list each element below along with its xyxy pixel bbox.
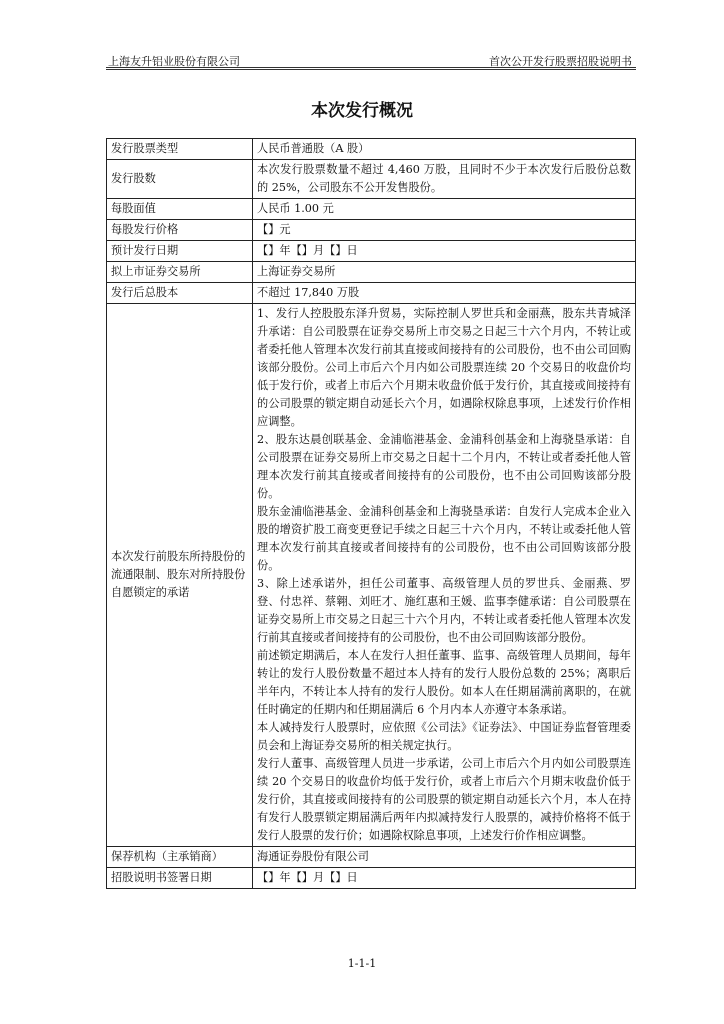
row-label: 预计发行日期	[107, 241, 253, 262]
sponsor-value: 海通证券股份有限公司	[253, 847, 636, 868]
header-rule	[106, 67, 636, 68]
table-row	[107, 160, 636, 199]
table-row	[107, 139, 636, 160]
lockup-paragraph: 3、除上述承诺外，担任公司董事、高级管理人员的罗世兵、金丽燕、罗登、付忠祥、蔡翱、刘旺才、施红惠和王媛、监事李健承诺：自公司股票在证券交易所上市交易之日起三十六个月内，不转让或者委托他人管理本次发行前其直接或者间接持有的公司股份，也不由公司回购该部分股份。	[257, 577, 631, 644]
table-row	[107, 241, 636, 262]
row-value: 上海证券交易所	[253, 262, 636, 283]
table-row	[107, 868, 636, 889]
row-label: 拟上市证券交易所	[107, 262, 253, 283]
lockup-paragraph: 前述锁定期满后，本人在发行人担任董事、监事、高级管理人员期间，每年转让的发行人股份数量不超过本人持有的发行人股份总数的 25%；离职后半年内，不转让本人持有的发行人股份。如本人在任期届满前离职的，在就任时确定的任期内和任期届满后 6 个月内本人亦遵守本条承诺。	[257, 649, 631, 716]
table-row	[107, 262, 636, 283]
row-value: 【】元	[253, 220, 636, 241]
lockup-paragraph: 1、发行人控股股东泽升贸易，实际控制人罗世兵和金丽燕，股东共青城泽升承诺：自公司股票在证券交易所上市交易之日起三十六个月内，不转让或者委托他人管理本次发行前其直接或间接持有的公司股份，也不由公司回购该部分股份。公司上市后六个月内如公司股票连续 20 个交易日的收盘价均低于发行价，或者上市后六个月期末收盘价低于发行价，其直接或间接持有的公司股票的锁定期自动延长六个月，如遇除权除息事项，上述发行价作相应调整。	[257, 307, 631, 428]
row-label: 每股面值	[107, 199, 253, 220]
row-label: 发行股票类型	[107, 139, 253, 160]
table-row-lockup	[107, 304, 636, 847]
lockup-paragraph: 股东金浦临港基金、金浦科创基金和上海骁垦承诺：自发行人完成本企业入股的增资扩股工商变更登记手续之日起三十六个月内，不转让或委托他人管理本次发行前其直接或者间接持有的公司股份，也不由公司回购该部分股份。	[257, 505, 631, 572]
row-value: 人民币普通股（A 股）	[253, 139, 636, 160]
row-label: 每股发行价格	[107, 220, 253, 241]
table-row	[107, 220, 636, 241]
lockup-paragraph: 2、股东达晨创联基金、金浦临港基金、金浦科创基金和上海骁垦承诺：自公司股票在证券交易所上市交易之日起十二个月内，不转让或者委托他人管理本次发行前其直接或者间接持有的公司股份，也不由公司回购该部分股份。	[257, 433, 631, 500]
header-doc-type: 首次公开发行股票招股说明书	[489, 55, 632, 68]
sign-date-label: 招股说明书签署日期	[107, 868, 253, 889]
row-value: 不超过 17,840 万股	[253, 283, 636, 304]
header-rule-thin	[106, 69, 636, 70]
page-title: 本次发行概况	[311, 101, 413, 121]
offering-overview-table	[106, 138, 636, 889]
row-label: 发行后总股本	[107, 283, 253, 304]
lockup-paragraph: 本人减持发行人股票时，应依照《公司法》《证券法》、中国证券监督管理委员会和上海证券交易所的相关规定执行。	[257, 721, 631, 752]
table-row	[107, 847, 636, 868]
row-value: 【】年【】月【】日	[253, 241, 636, 262]
header-company: 上海友升铝业股份有限公司	[108, 55, 240, 68]
lockup-label: 本次发行前股东所持股份的流通限制、股东对所持股份自愿锁定的承诺	[107, 304, 253, 847]
sign-date-value: 【】年【】月【】日	[253, 868, 636, 889]
row-value: 本次发行股票数量不超过 4,460 万股，且同时不少于本次发行后股份总数的 25%，公司股东不公开发售股份。	[253, 160, 636, 199]
lockup-commitments	[253, 304, 636, 847]
sponsor-label: 保荐机构（主承销商）	[107, 847, 253, 868]
lockup-paragraph: 发行人董事、高级管理人员进一步承诺，公司上市后六个月内如公司股票连续 20 个交易日的收盘价均低于发行价，或者上市后六个月期末收盘价低于发行价，其直接或间接持有的公司股票的锁定期自动延长六个月，本人在持有发行人股票锁定期届满后两年内拟减持发行人股票的，减持价格将不低于发行人股票的发行价；如遇除权除息事项，上述发行价作相应调整。	[257, 757, 631, 842]
table-row	[107, 199, 636, 220]
table-row	[107, 283, 636, 304]
row-value: 人民币 1.00 元	[253, 199, 636, 220]
page-number: 1-1-1	[347, 957, 377, 970]
row-label: 发行股数	[107, 160, 253, 199]
